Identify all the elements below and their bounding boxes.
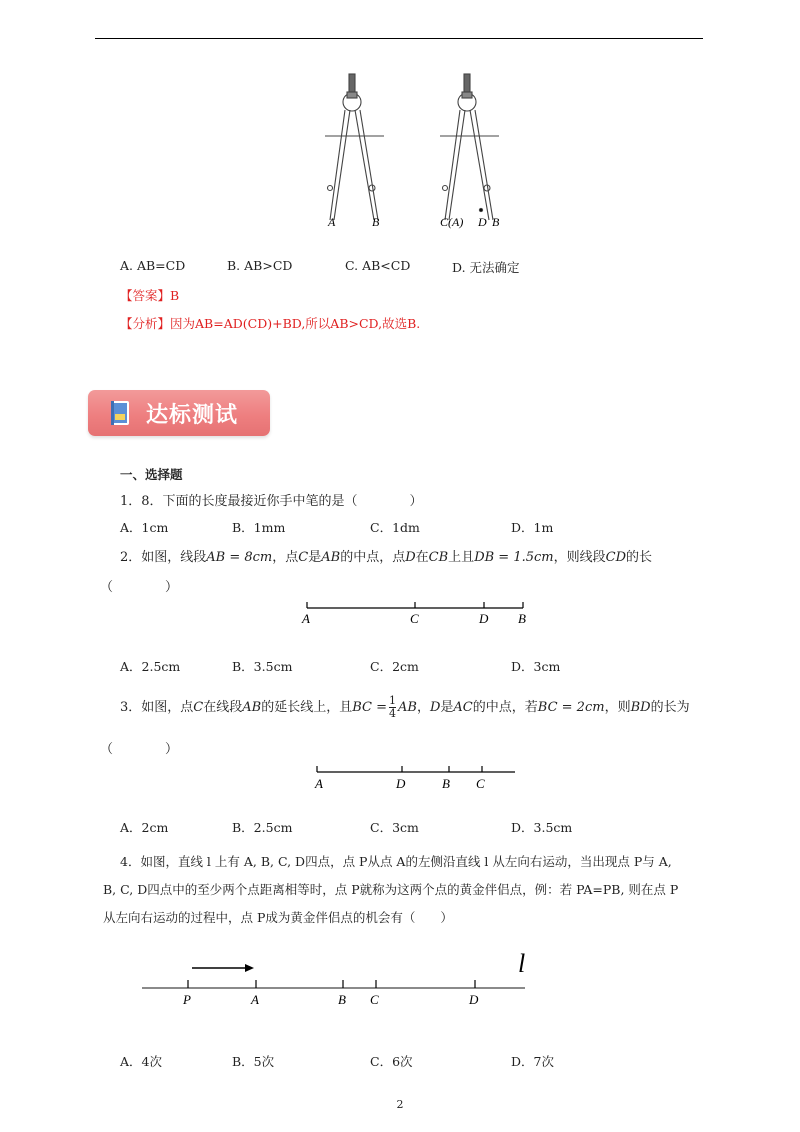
q1-option-c: C．1dm bbox=[370, 520, 420, 535]
q2-stem-text: 上且 bbox=[448, 550, 475, 565]
q3-stem-text: 的长为 bbox=[650, 700, 690, 715]
header-rule bbox=[95, 38, 703, 39]
q4-label-d: D bbox=[469, 992, 479, 1007]
q2-label-d: D bbox=[479, 611, 489, 626]
q2-stem-text: ，点 bbox=[272, 550, 299, 565]
right-label-d: D bbox=[478, 215, 487, 229]
left-label-a: A bbox=[328, 215, 336, 229]
q2-math-ab: AB bbox=[321, 550, 341, 565]
q3-math-ab: AB bbox=[242, 700, 262, 715]
q4-option-b: B．5次 bbox=[232, 1054, 275, 1069]
arrow-right-icon bbox=[245, 964, 254, 972]
q3-option-b: B．2.5cm bbox=[232, 820, 293, 835]
q4-label-c: C bbox=[370, 992, 379, 1007]
q2-option-d: D．3cm bbox=[511, 659, 561, 674]
q2-label-c: C bbox=[410, 611, 419, 626]
q3-math-bc-2cm: BC = 2cm bbox=[537, 700, 605, 715]
q3-math-c: C bbox=[193, 700, 204, 715]
q2-stem-text: 在 bbox=[415, 550, 429, 565]
q3-math-bc: BC = bbox=[352, 700, 387, 715]
q4-line-label: l bbox=[518, 950, 526, 978]
q2-stem-text: 的中点，点 bbox=[340, 550, 406, 565]
answer-label: 【答案】 bbox=[120, 288, 171, 303]
q3-segment-figure bbox=[305, 760, 520, 792]
q3-stem bbox=[120, 695, 690, 720]
book-icon bbox=[110, 400, 132, 426]
answer-line bbox=[120, 286, 179, 304]
q2-math-d: D bbox=[405, 550, 416, 565]
q3-stem-text: 的中点，若 bbox=[472, 700, 538, 715]
right-compass bbox=[440, 74, 499, 220]
q2-stem bbox=[120, 546, 652, 565]
q2-option-b: B．3.5cm bbox=[232, 659, 293, 674]
page-number: 2 bbox=[396, 1098, 404, 1111]
q2-label-a: A bbox=[302, 611, 310, 626]
q1-option-a: A．1cm bbox=[120, 520, 169, 535]
analysis-text: 因为AB=AD(CD)+BD,所以AB>CD,故选B. bbox=[170, 316, 421, 331]
q1-stem: 1．8．下面的长度最接近你手中笔的是（ ） bbox=[120, 494, 423, 509]
q2-paren: （ ） bbox=[100, 580, 179, 595]
q4-line-figure bbox=[140, 950, 540, 1008]
prev-option-c: C. AB<CD bbox=[345, 258, 411, 273]
q3-stem-text: 是 bbox=[440, 700, 454, 715]
q2-option-c: C．2cm bbox=[370, 659, 419, 674]
q3-stem-text: 的延长线上，且 bbox=[261, 700, 353, 715]
q3-label-d: D bbox=[396, 776, 406, 791]
q3-fraction bbox=[389, 695, 396, 720]
q2-stem-text: ，则线段 bbox=[553, 550, 606, 565]
q3-stem-text: 3．如图，点 bbox=[120, 700, 194, 715]
prev-option-a: A. AB=CD bbox=[120, 258, 186, 273]
q3-math-ac: AC bbox=[453, 700, 473, 715]
q2-math-cd: CD bbox=[605, 550, 626, 565]
q4-stem-line-2: B, C, D四点中的至少两个点距离相等时，点 P就称为这两个点的黄金伴侣点，例：若 PA=PB, 则在点 P bbox=[103, 882, 679, 897]
prev-option-b: B. AB>CD bbox=[227, 258, 293, 273]
prev-option-d: D. 无法确定 bbox=[452, 260, 520, 275]
q4-label-p: P bbox=[183, 992, 191, 1007]
q3-label-c: C bbox=[476, 776, 485, 791]
q2-math-cb: CB bbox=[428, 550, 449, 565]
q1-option-d: D．1m bbox=[511, 520, 554, 535]
q1-option-b: B．1mm bbox=[232, 520, 286, 535]
q4-stem-line-1: 4．如图，直线 l 上有 A, B, C, D四点，点 P从点 A的左侧沿直线 l 从左向右运动，当出现点 P与 A, bbox=[120, 854, 672, 869]
q3-option-c: C．3cm bbox=[370, 820, 419, 835]
q2-option-a: A．2.5cm bbox=[120, 659, 181, 674]
q3-option-a: A．2cm bbox=[120, 820, 169, 835]
q3-fraction-den: 4 bbox=[389, 707, 396, 720]
q3-label-a: A bbox=[315, 776, 323, 791]
q4-option-d: D．7次 bbox=[511, 1054, 554, 1069]
q2-stem-text: 2．如图，线段 bbox=[120, 550, 207, 565]
analysis-line bbox=[120, 314, 420, 332]
q4-label-a: A bbox=[251, 992, 259, 1007]
q3-option-d: D．3.5cm bbox=[511, 820, 573, 835]
banner-title: 达标测试 bbox=[146, 403, 239, 428]
q3-math-bd: BD bbox=[630, 700, 651, 715]
q2-label-b: B bbox=[518, 611, 526, 626]
q3-math-ab: AB bbox=[398, 700, 417, 715]
analysis-label: 【分析】 bbox=[120, 316, 171, 331]
compass-figure bbox=[300, 70, 530, 230]
right-label-ca: C(A) bbox=[440, 215, 464, 229]
q2-stem-text: 是 bbox=[308, 550, 322, 565]
q3-stem-text: ，则 bbox=[604, 700, 631, 715]
q3-label-b: B bbox=[442, 776, 450, 791]
q3-stem-text: 在线段 bbox=[203, 700, 243, 715]
left-label-b: B bbox=[372, 215, 380, 229]
section-banner bbox=[88, 390, 270, 436]
q3-paren: （ ） bbox=[100, 742, 179, 757]
q3-math-d: D bbox=[429, 700, 441, 715]
section-title: 一、选择题 bbox=[120, 467, 183, 482]
q4-label-b: B bbox=[338, 992, 346, 1007]
q4-option-c: C．6次 bbox=[370, 1054, 413, 1069]
q2-math-ab-8cm: AB = 8cm bbox=[206, 550, 273, 565]
q3-fraction-num: 1 bbox=[389, 694, 396, 707]
q3-stem-text: ， bbox=[416, 700, 430, 715]
q4-stem-line-3: 从左向右运动的过程中，点 P成为黄金伴侣点的机会有（ ） bbox=[103, 910, 453, 925]
q2-math-db: DB = 1.5cm bbox=[474, 550, 554, 565]
q4-option-a: A．4次 bbox=[120, 1054, 162, 1069]
left-compass bbox=[325, 74, 384, 220]
q2-math-c: C bbox=[298, 550, 309, 565]
right-label-b: B bbox=[492, 215, 500, 229]
answer-value: B bbox=[170, 288, 180, 303]
q2-stem-text: 的长 bbox=[626, 550, 653, 565]
q2-segment-figure bbox=[295, 596, 535, 628]
